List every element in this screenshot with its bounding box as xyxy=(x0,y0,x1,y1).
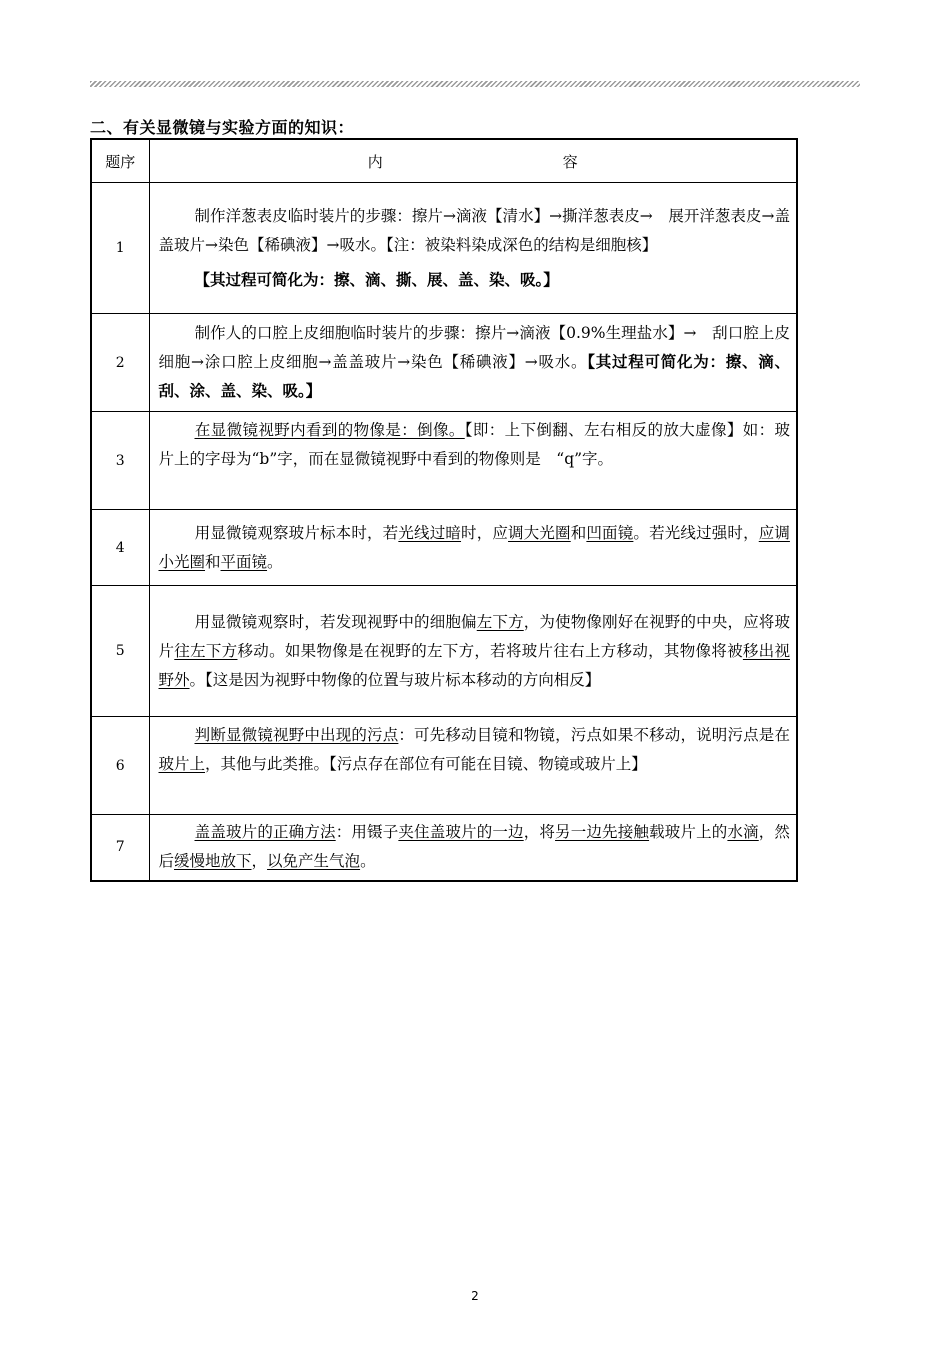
underlined-text: 往左下方 xyxy=(174,641,238,660)
row-number: 5 xyxy=(91,586,149,717)
table-row xyxy=(91,815,797,881)
row-text: 。 xyxy=(360,852,376,871)
top-hatched-rule xyxy=(90,81,860,87)
row-text: 。若光线过强时， xyxy=(633,523,759,542)
row-text: ， xyxy=(251,852,268,871)
underlined-text: 在显微镜视野内看到的物像是：倒像。 xyxy=(194,421,465,439)
row-text: 载玻片上的 xyxy=(649,823,728,842)
row-text: 和 xyxy=(570,523,587,542)
row-text: ，其他与此类推。【污点存在部位有可能在目镜、物镜或玻片上】 xyxy=(205,755,647,773)
row-text: ，然后 xyxy=(158,823,790,871)
underlined-text: 以免产生气泡 xyxy=(267,852,361,871)
table-row xyxy=(91,510,797,586)
row-text: ，为使物像刚好在视野的中央，应将玻片 xyxy=(158,612,790,660)
underlined-text: 应调小光圈 xyxy=(158,523,790,571)
table-row xyxy=(91,412,797,510)
row-number: 2 xyxy=(91,314,149,412)
table-row xyxy=(91,717,797,815)
underlined-text: 水滴 xyxy=(727,823,759,842)
underlined-text: 玻片上 xyxy=(158,755,206,773)
header-content-part-2: 容 xyxy=(562,152,578,171)
row-text: 制作洋葱表皮临时装片的步骤：擦片→滴液【清水】→撕洋葱表皮→ 展开洋葱表皮→盖盖玻片→染色【稀碘液】→吸水。【注：被染料染成深色的结构是细胞核】 xyxy=(158,206,790,254)
row-content xyxy=(149,815,797,881)
row-content xyxy=(149,586,797,717)
row-content xyxy=(149,412,797,510)
underlined-text: 缓慢地放下 xyxy=(174,852,252,871)
row-number: 1 xyxy=(91,183,149,314)
underlined-text: 凹面镜 xyxy=(586,523,634,542)
underlined-text: 调大光圈 xyxy=(508,523,571,542)
row-content xyxy=(149,183,797,314)
row-text: ，将 xyxy=(523,823,556,842)
table-row xyxy=(91,183,797,314)
underlined-text: 光线过暗 xyxy=(398,523,462,542)
row-text: 【即：上下倒翻、左右相反的放大虚像】如：玻片上的字母为“b”字，而在显微镜视野中看到的物像则是 “q”字。 xyxy=(158,421,790,468)
row-text: 时，应 xyxy=(461,523,509,542)
row-number: 4 xyxy=(91,510,149,586)
row-number: 6 xyxy=(91,717,149,815)
row-text: 移动。如果物像是在视野的左下方，若将玻片往右上方移动，其物像将被 xyxy=(237,641,743,660)
section-heading: 二、有关显微镜与实验方面的知识： xyxy=(90,118,355,137)
page-number: 2 xyxy=(471,1289,479,1303)
row-content xyxy=(149,717,797,815)
row-text: ：用镊子 xyxy=(335,823,399,842)
underlined-text: 平面镜 xyxy=(220,552,268,571)
table-header-row xyxy=(91,139,797,183)
header-content-part-1: 内 xyxy=(367,152,383,171)
row-summary: 【其过程可简化为：擦、滴、刮、涂、盖、染、吸。】 xyxy=(158,353,790,400)
underlined-text: 夹住盖玻片的一边 xyxy=(398,823,524,842)
row-content xyxy=(149,314,797,412)
underlined-text: 盖盖玻片的正确方法 xyxy=(194,823,336,842)
row-number: 7 xyxy=(91,815,149,881)
underlined-text: 左下方 xyxy=(476,612,524,631)
row-text: 。【这是因为视野中物像的位置与玻片标本移动的方向相反】 xyxy=(189,670,601,689)
table-row xyxy=(91,314,797,412)
knowledge-table xyxy=(90,138,798,882)
row-summary: 【其过程可简化为：擦、滴、撕、展、盖、染、吸。】 xyxy=(194,270,559,289)
header-number: 题序 xyxy=(91,139,149,183)
row-text: 。 xyxy=(267,552,283,571)
row-content xyxy=(149,510,797,586)
underlined-text: 另一边先接触 xyxy=(555,823,650,842)
row-text: ：可先移动目镜和物镜，污点如果不移动，说明污点是在 xyxy=(398,726,790,744)
row-text: 和 xyxy=(205,552,221,571)
row-text: 用显微镜观察玻片标本时，若 xyxy=(194,523,399,542)
row-text: 用显微镜观察时，若发现视野中的细胞偏 xyxy=(194,612,477,631)
header-content xyxy=(149,139,797,183)
row-text: 制作人的口腔上皮细胞临时装片的步骤：擦片→滴液【0.9%生理盐水】→ 刮口腔上皮细胞→涂口腔上皮细胞→盖盖玻片→染色【稀碘液】→吸水。 xyxy=(158,324,790,371)
row-number: 3 xyxy=(91,412,149,510)
table-row xyxy=(91,586,797,717)
underlined-text: 移出视野外 xyxy=(158,641,790,689)
underlined-text: 判断显微镜视野中出现的污点 xyxy=(194,726,399,744)
